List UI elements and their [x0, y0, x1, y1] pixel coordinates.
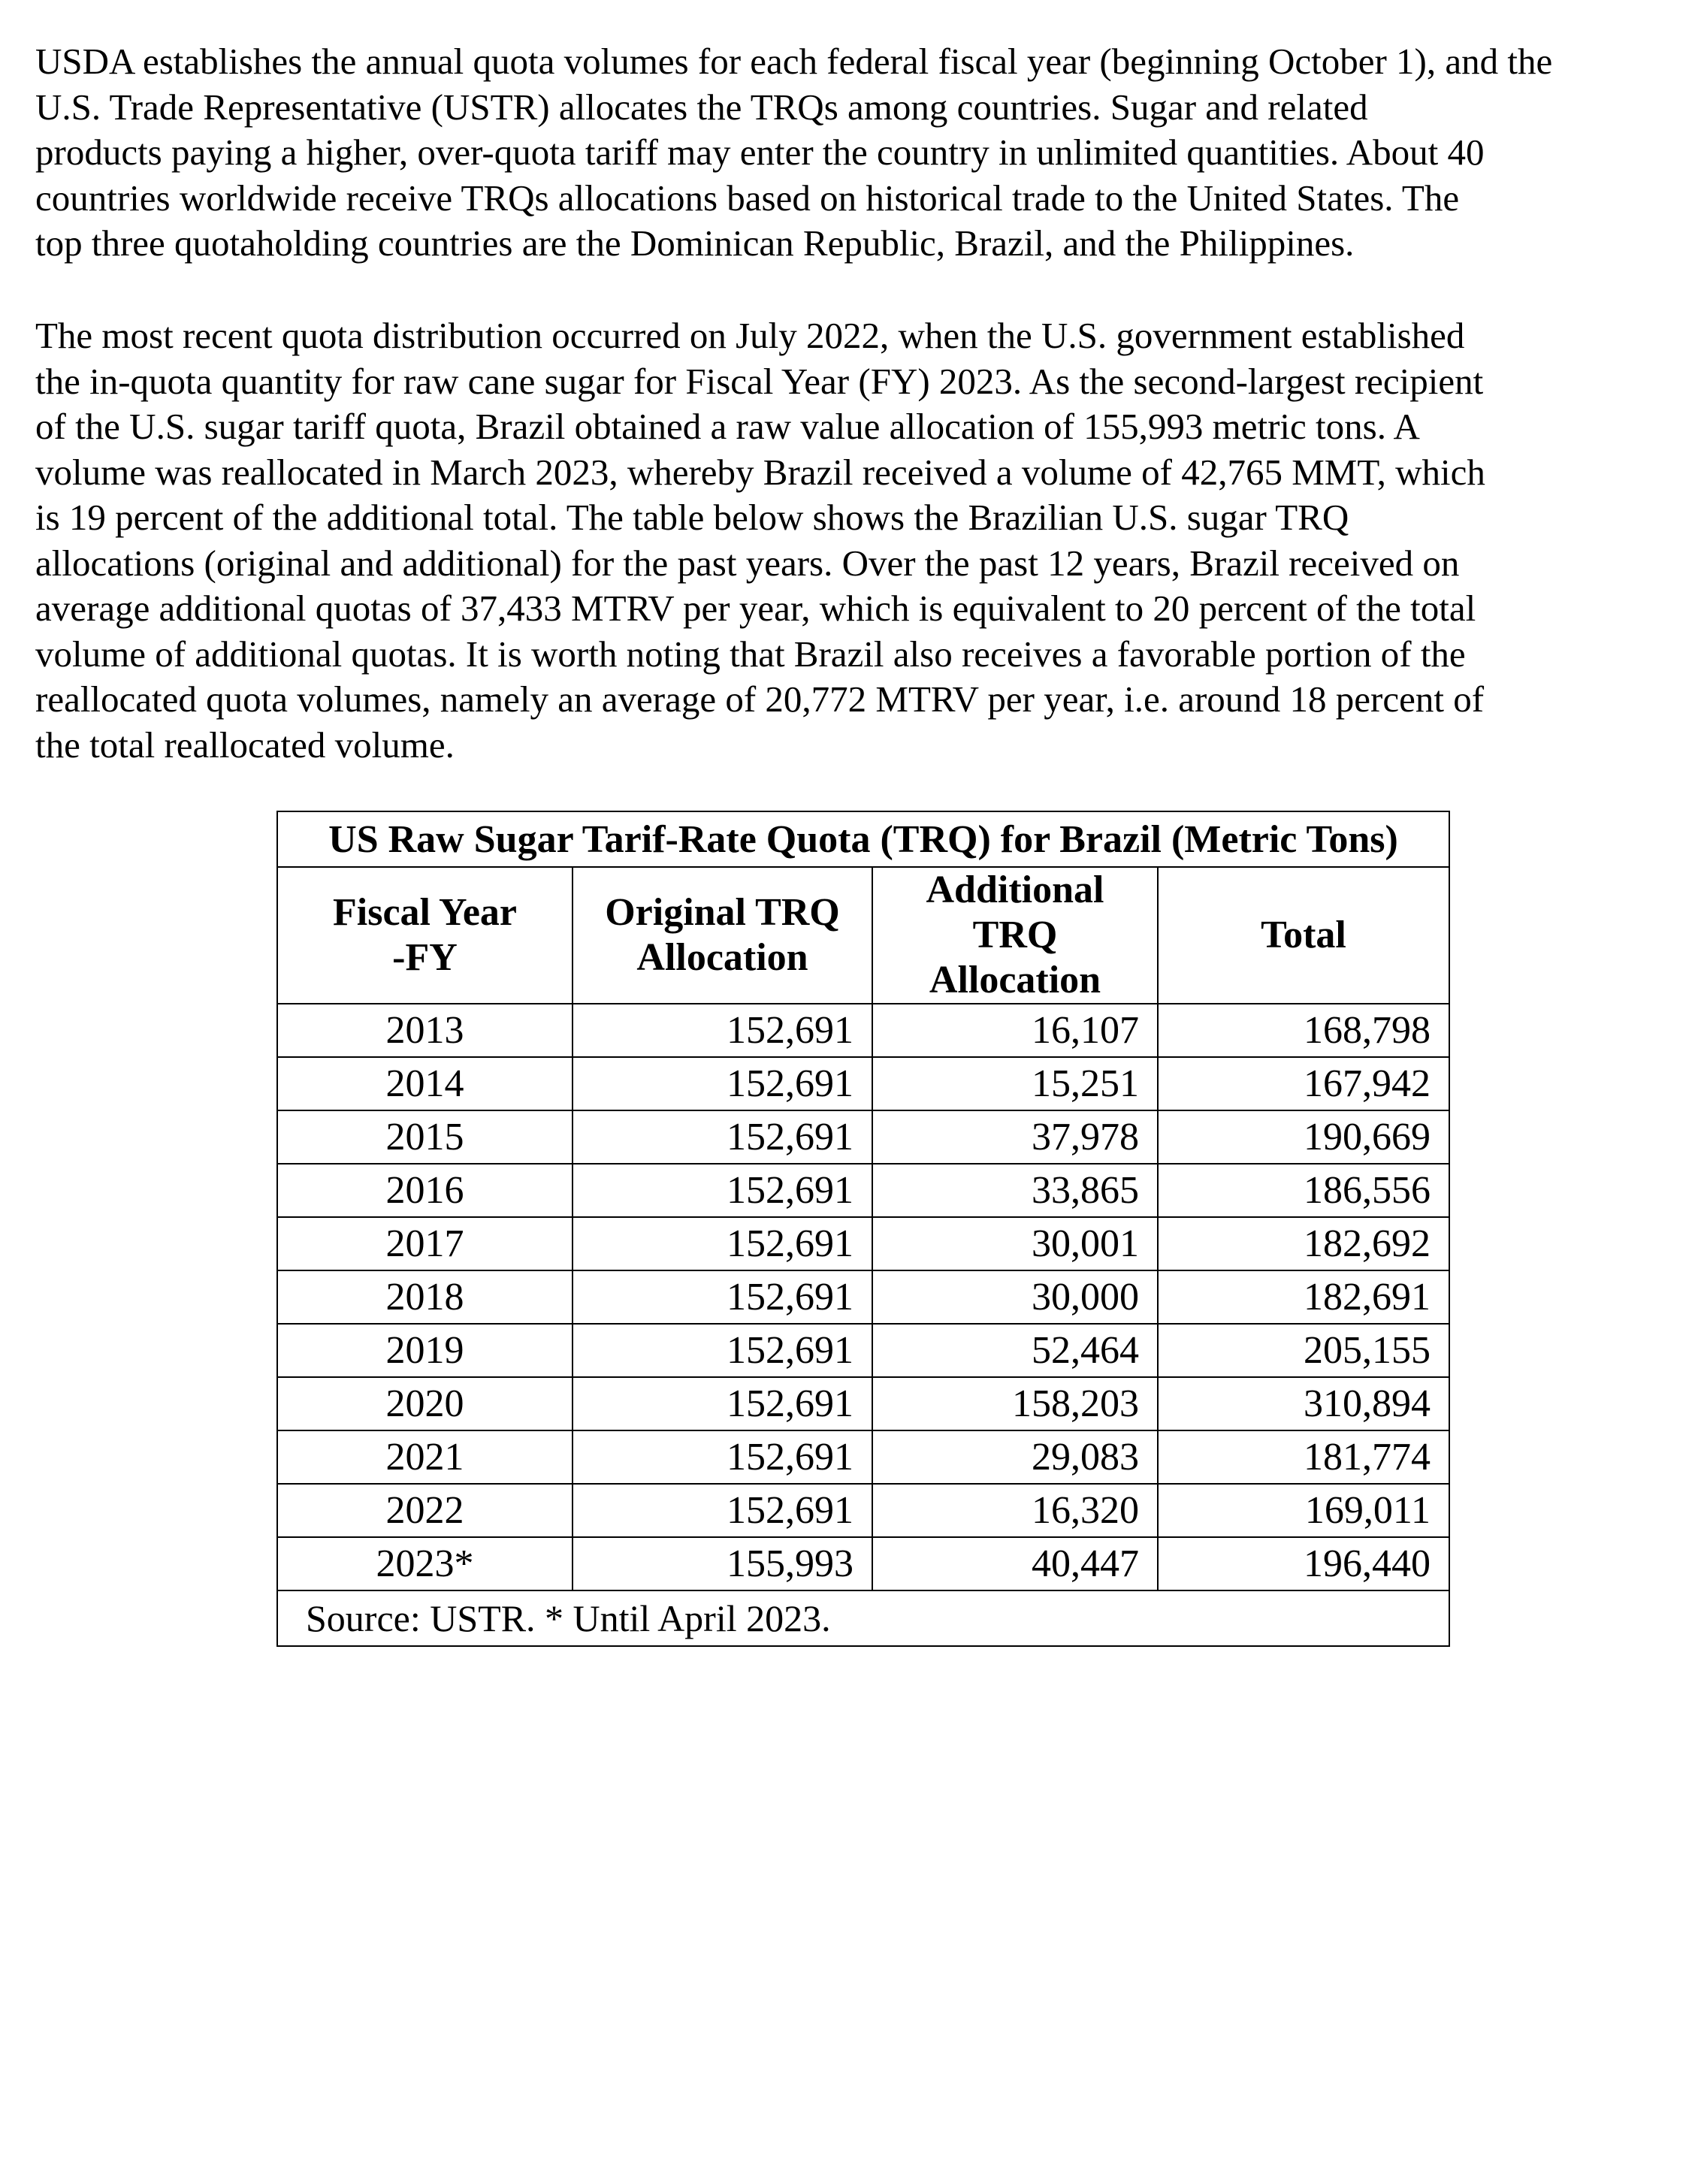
quota-distribution-paragraph: The most recent quota distribution occurred on July 2022, when the U.S. government established the in-quota quantity for raw cane sugar for Fiscal Year (FY) 2023. As the second-largest recipient of the U.S. sugar tariff quota, Brazil obtained a raw value allocation of 155,993 metric tons. A volume was reallocated in March 2023, whereby Brazil received a volume of 42,765 MMT, which is 19 percent of the additional total. The table below shows the Brazilian U.S. sugar TRQ allocations (original and additional) for the past years. Over the past 12 years, Brazil received on average additional quotas of 37,433 MTRV per year, which is equivalent to 20 percent of the total volume of additional quotas. It is worth noting that Brazil also receives a favorable portion of the reallocated quota volumes, namely an average of 20,772 MTRV per year, i.e. around 18 percent of the total reallocated volume.	[35, 315, 1485, 766]
cell-additional-trq: 16,107	[872, 1004, 1158, 1057]
cell-fiscal-year: 2013	[277, 1004, 573, 1057]
table-body	[277, 1004, 1449, 1590]
cell-original-trq: 152,691	[573, 1430, 872, 1484]
cell-total: 182,691	[1158, 1270, 1449, 1324]
table-row	[277, 1484, 1449, 1537]
header-additional-trq: Additional TRQ Allocation	[872, 867, 1158, 1004]
cell-fiscal-year: 2015	[277, 1110, 573, 1164]
cell-additional-trq: 16,320	[872, 1484, 1158, 1537]
brazil-trq-table	[276, 811, 1450, 1647]
cell-additional-trq: 15,251	[872, 1057, 1158, 1110]
cell-original-trq: 155,993	[573, 1537, 872, 1590]
cell-original-trq: 152,691	[573, 1324, 872, 1377]
cell-total: 167,942	[1158, 1057, 1449, 1110]
table-title: US Raw Sugar Tarif-Rate Quota (TRQ) for Brazil (Metric Tons)	[277, 811, 1449, 867]
cell-fiscal-year: 2018	[277, 1270, 573, 1324]
cell-total: 186,556	[1158, 1164, 1449, 1217]
table-row	[277, 1164, 1449, 1217]
cell-total: 169,011	[1158, 1484, 1449, 1537]
cell-original-trq: 152,691	[573, 1484, 872, 1537]
cell-total: 182,692	[1158, 1217, 1449, 1270]
table-row	[277, 1324, 1449, 1377]
cell-fiscal-year: 2020	[277, 1377, 573, 1430]
header-total: Total	[1158, 867, 1449, 1004]
cell-original-trq: 152,691	[573, 1110, 872, 1164]
cell-fiscal-year: 2016	[277, 1164, 573, 1217]
cell-total: 168,798	[1158, 1004, 1449, 1057]
cell-additional-trq: 30,001	[872, 1217, 1158, 1270]
cell-original-trq: 152,691	[573, 1164, 872, 1217]
cell-original-trq: 152,691	[573, 1057, 872, 1110]
cell-fiscal-year: 2019	[277, 1324, 573, 1377]
table-row	[277, 1004, 1449, 1057]
table-source-note: Source: USTR. * Until April 2023.	[277, 1590, 1449, 1646]
cell-total: 205,155	[1158, 1324, 1449, 1377]
cell-original-trq: 152,691	[573, 1217, 872, 1270]
table-row	[277, 1537, 1449, 1590]
header-original-trq: Original TRQ Allocation	[573, 867, 872, 1004]
cell-additional-trq: 30,000	[872, 1270, 1158, 1324]
cell-original-trq: 152,691	[573, 1004, 872, 1057]
table-row	[277, 1430, 1449, 1484]
cell-fiscal-year: 2017	[277, 1217, 573, 1270]
cell-fiscal-year: 2022	[277, 1484, 573, 1537]
cell-additional-trq: 40,447	[872, 1537, 1158, 1590]
table-row	[277, 1110, 1449, 1164]
cell-total: 181,774	[1158, 1430, 1449, 1484]
table-row	[277, 1377, 1449, 1430]
table-row	[277, 1217, 1449, 1270]
header-fiscal-year: Fiscal Year -FY	[277, 867, 573, 1004]
intro-paragraph: USDA establishes the annual quota volumes for each federal fiscal year (beginning October 1), and the U.S. Trade Representative (USTR) allocates the TRQs among countries. Sugar and related products paying a higher, over-quota tariff may enter the country in unlimited quantities. About 40 countries worldwide receive TRQs allocations based on historical trade to the United States. The top three quotaholding countries are the Dominican Republic, Brazil, and the Philippines.	[35, 41, 1553, 264]
cell-total: 190,669	[1158, 1110, 1449, 1164]
cell-additional-trq: 37,978	[872, 1110, 1158, 1164]
cell-fiscal-year: 2014	[277, 1057, 573, 1110]
cell-fiscal-year: 2021	[277, 1430, 573, 1484]
cell-additional-trq: 29,083	[872, 1430, 1158, 1484]
cell-additional-trq: 158,203	[872, 1377, 1158, 1430]
cell-additional-trq: 33,865	[872, 1164, 1158, 1217]
cell-original-trq: 152,691	[573, 1270, 872, 1324]
table-row	[277, 1057, 1449, 1110]
cell-additional-trq: 52,464	[872, 1324, 1158, 1377]
cell-total: 310,894	[1158, 1377, 1449, 1430]
table-row	[277, 1270, 1449, 1324]
cell-total: 196,440	[1158, 1537, 1449, 1590]
cell-original-trq: 152,691	[573, 1377, 872, 1430]
cell-fiscal-year: 2023*	[277, 1537, 573, 1590]
